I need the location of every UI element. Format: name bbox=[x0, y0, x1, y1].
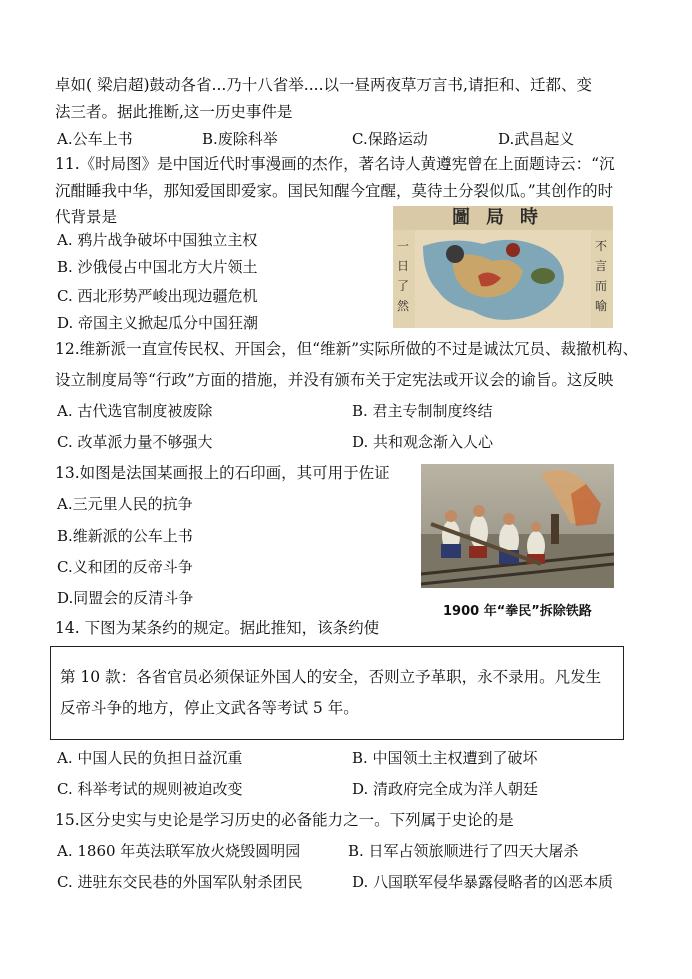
q11-option-b: B. 沙俄侵占中国北方大片领土 bbox=[57, 258, 258, 276]
cartoon-left-inscription: 一日了然 bbox=[397, 239, 410, 313]
q10-stem-line1: 卓如( 梁启超)鼓动各省...乃十八省举....以一昼两夜草万言书,请拒和、迁都、变 bbox=[55, 76, 592, 94]
q13-option-c: C.义和团的反帝斗争 bbox=[57, 558, 193, 576]
lithograph-caption: 1900 年“拳民”拆除铁路 bbox=[443, 604, 592, 619]
q10-option-a: A.公车上书 bbox=[57, 130, 133, 148]
q14-option-b: B. 中国领土主权遭到了破坏 bbox=[352, 749, 538, 767]
q11-option-c: C. 西北形势严峻出现边疆危机 bbox=[57, 287, 258, 305]
q13-option-a: A.三元里人民的抗争 bbox=[57, 495, 193, 513]
q12-option-b: B. 君主专制制度终结 bbox=[352, 402, 493, 420]
q12-option-c: C. 改革派力量不够强大 bbox=[57, 433, 213, 451]
q15-option-a: A. 1860 年英法联军放火烧毁圆明园 bbox=[57, 842, 301, 860]
q10-stem-line2: 法三者。据此推断,这一历史事件是 bbox=[55, 103, 293, 121]
q15-stem: 15.区分史实与史论是学习历史的必备能力之一。下列属于史论的是 bbox=[55, 811, 514, 829]
q11-option-d: D. 帝国主义掀起瓜分中国狂潮 bbox=[57, 314, 259, 332]
q10-option-c: C.保路运动 bbox=[352, 130, 428, 148]
q11-option-a: A. 鸦片战争破坏中国独立主权 bbox=[57, 231, 258, 249]
q12-stem-line2: 设立制度局等“行政”方面的措施，并没有颁布关于定宪法或开议会的谕旨。这反映 bbox=[55, 371, 614, 389]
q11-stem-line3: 代背景是 bbox=[55, 208, 118, 226]
lithograph-image bbox=[421, 464, 614, 588]
q14-option-d: D. 清政府完全成为洋人朝廷 bbox=[352, 780, 539, 798]
q12-stem-line1: 12.维新派一直宣传民权、开国会，但“维新”实际所做的不过是诚汰冗员、裁撤机构、 bbox=[55, 340, 639, 358]
q13-option-b: B.维新派的公车上书 bbox=[57, 527, 193, 545]
q13-stem: 13.如图是法国某画报上的石印画，其可用于佐证 bbox=[55, 464, 390, 482]
shiju-tu-cartoon-image bbox=[393, 206, 613, 328]
q13-option-d: D.同盟会的反清斗争 bbox=[57, 589, 194, 607]
q10-option-d: D.武昌起义 bbox=[498, 130, 575, 148]
q15-option-c: C. 进驻东交民巷的外国军队射杀团民 bbox=[57, 873, 303, 891]
q10-option-b: B.废除科举 bbox=[202, 130, 278, 148]
q14-option-a: A. 中国人民的负担日益沉重 bbox=[57, 749, 243, 767]
q14-option-c: C. 科举考试的规则被迫改变 bbox=[57, 780, 243, 798]
cartoon-right-inscription: 不言而喻 bbox=[595, 239, 608, 313]
treaty-clause-line1: 第 10 款：各省官员必须保证外国人的安全，否则立予革职，永不录用。凡发生 bbox=[60, 668, 602, 686]
q11-stem-line2: 沉酣睡我中华，那知爱国即爱家。国民知醒今宜醒，莫待土分裂似瓜。”其创作的时 bbox=[55, 182, 614, 200]
q12-option-a: A. 古代选官制度被废除 bbox=[57, 402, 213, 420]
treaty-clause-box bbox=[50, 646, 624, 740]
q15-option-b: B. 日军占领旅顺进行了四天大屠杀 bbox=[348, 842, 579, 860]
treaty-clause-line2: 反帝斗争的地方，停止文武各等考试 5 年。 bbox=[60, 699, 359, 717]
cartoon-title: 圖局時 bbox=[452, 207, 554, 228]
q11-stem-line1: 11.《时局图》是中国近代时事漫画的杰作，著名诗人黄遵宪曾在上面题诗云：“沉 bbox=[55, 155, 615, 173]
q12-option-d: D. 共和观念渐入人心 bbox=[352, 433, 494, 451]
q15-option-d: D. 八国联军侵华暴露侵略者的凶恶本质 bbox=[352, 873, 614, 891]
q14-stem: 14. 下图为某条约的规定。据此推知，该条约使 bbox=[55, 619, 380, 637]
